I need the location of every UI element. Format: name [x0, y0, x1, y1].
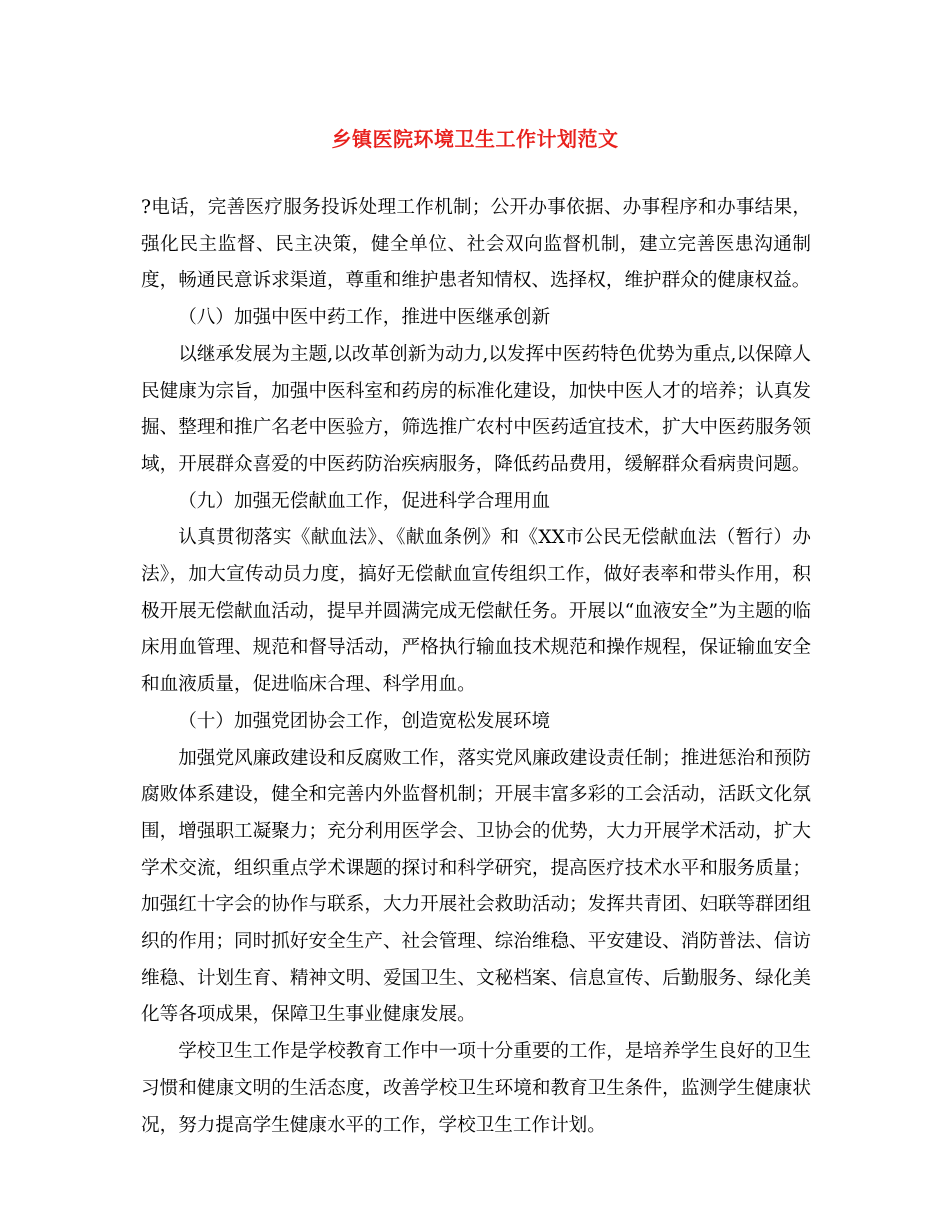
- section-heading-10: （十）加强党团协会工作，创造宽松发展环境: [178, 710, 551, 732]
- paragraph-blood-donation: 认真贯彻落实《献血法》、《献血条例》和《XX市公民无偿献血法（暂行）办法》，加大宣传动员力度，搞好无偿献血宣传组织工作，做好表率和带头作用，积极开展无偿献血活动，提早并圆满完成无偿献任务。开展以“血液安全”为主题的临床用血管理、规范和督导活动，严格执行输血技术规范和操作规程，保证输血安全和血液质量，促进临床合理、科学用血。: [141, 527, 811, 696]
- paragraph-party-work: 加强党风廉政建设和反腐败工作，落实党风廉政建设责任制；推进惩治和预防腐败体系建设，健全和完善内外监督机制；开展丰富多彩的工会活动，活跃文化氛围，增强职工凝聚力；充分利用医学会、卫协会的优势，大力开展学术活动，扩大学术交流，组织重点学术课题的探讨和科学研究，提高医疗技术水平和服务质量；加强红十字会的协作与联系，大力开展社会救助活动；发挥共青团、妇联等群团组织的作用；同时抓好安全生产、社会管理、综治维稳、平安建设、消防普法、信访维稳、计划生育、精神文明、爱国卫生、文秘档案、信息宣传、后勤服务、绿化美化等各项成果，保障卫生事业健康发展。: [141, 747, 811, 1026]
- paragraph-school-health: 学校卫生工作是学校教育工作中一项十分重要的工作，是培养学生良好的卫生习惯和健康文明的生活态度，改善学校卫生环境和教育卫生条件，监测学生健康状况，努力提高学生健康水平的工作，学校卫生工作计划。: [141, 1041, 811, 1136]
- section-heading-9: （九）加强无偿献血工作，促进科学合理用血: [178, 490, 551, 512]
- section-heading-8: （八）加强中医中药工作，推进中医继承创新: [178, 307, 551, 329]
- paragraph-tcm: 以继承发展为主题,以改革创新为动力,以发挥中医药特色优势为重点,以保障人民健康为宗旨，加强中医科室和药房的标准化建设，加快中医人才的培养；认真发掘、整理和推广名老中医验方，筛选推广农村中医药适宜技术，扩大中医药服务领域，开展群众喜爱的中医药防治疾病服务，降低药品费用，缓解群众看病贵问题。: [141, 343, 811, 475]
- document-body: [141, 190, 811, 1144]
- document-title: 乡镇医院环境卫生工作计划范文: [331, 127, 619, 151]
- paragraph-continuation: ?电话，完善医疗服务投诉处理工作机制；公开办事依据、办事程序和办事结果，强化民主监督、民主决策，健全单位、社会双向监督机制，建立完善医患沟通制度，畅通民意诉求渠道，尊重和维护患者知情权、选择权，维护群众的健康权益。: [141, 197, 811, 292]
